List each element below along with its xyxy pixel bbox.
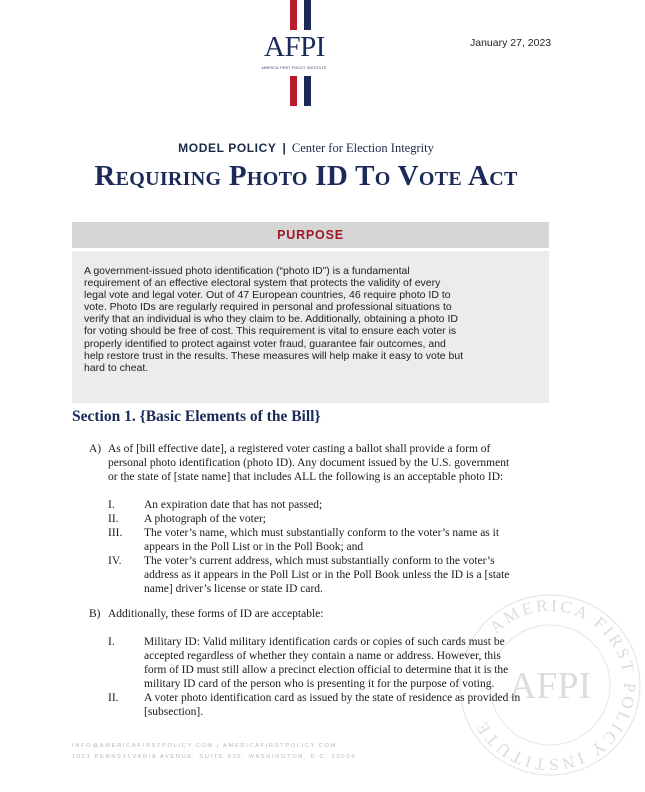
item-a4 [144, 554, 540, 596]
item-b1 [144, 635, 540, 691]
para-line: Additionally, these forms of ID are acceptable: [108, 608, 324, 620]
footer-contact: INFO@AMERICAFIRSTPOLICY.COM | AMERICAFIRSTPOLICY.COM [72, 743, 337, 749]
item-line: An expiration date that has not passed; [144, 499, 323, 511]
para-a-label: A) [89, 443, 102, 455]
logo-stripe-white-top [297, 0, 304, 30]
item-b2-num: II. [108, 692, 119, 704]
item-a2 [144, 512, 540, 526]
item-a3-num: III. [108, 527, 123, 539]
para-line: As of [bill effective date], a registered voter casting a ballot shall provide a form of [108, 443, 491, 455]
purpose-line: requirement of an effective electoral system that protects the validity of every [84, 277, 441, 290]
item-line: form of ID must still allow a precinct election official to determine that it is the [144, 664, 509, 676]
item-line: A voter photo identification card as issued by the state of residence as provided in [144, 692, 521, 704]
purpose-box [72, 251, 549, 403]
purpose-heading: PURPOSE [72, 222, 549, 248]
item-line: Military ID: Valid military identification cards or copies of such cards must be [144, 636, 505, 648]
seal-center-text: AFPI [508, 665, 592, 707]
logo-stripe-red-bottom [290, 76, 297, 106]
section-1-title: Section 1. {Basic Elements of the Bill} [72, 408, 321, 425]
logo-stripe-white-bottom [297, 76, 304, 106]
item-a2-num: II. [108, 513, 119, 525]
center-name: Center for Election Integrity [291, 141, 434, 155]
purpose-line: help restore trust in the results. These measures will help make it easy to vote but [84, 349, 464, 362]
para-b-text [108, 607, 538, 621]
para-line: or the state of [state name] that includes ALL the following is an acceptable photo ID: [108, 471, 504, 483]
document-date: January 27, 2023 [470, 37, 552, 49]
purpose-line: legal vote and legal voter. Out of 47 European countries, 46 require photo ID to [84, 289, 451, 302]
item-a1-num: I. [108, 499, 115, 511]
purpose-line: hard to cheat. [84, 361, 149, 374]
model-policy-label: MODEL POLICY [178, 141, 277, 155]
item-line: [subsection]. [144, 706, 204, 718]
purpose-line: properly identified to protect against voter fraud, guarantee fair outcomes, and [84, 337, 446, 350]
purpose-line: vote. Photo IDs are regularly required in personal and professional situations to [84, 301, 452, 314]
para-line: personal photo identification (photo ID). Any document issued by the U.S. government [108, 457, 510, 469]
item-line: address as it appears in the Poll List or in the Poll Book unless the ID is a [state [144, 569, 510, 581]
para-a-text [108, 442, 538, 484]
item-b1-num: I. [108, 636, 115, 648]
logo-subtext: AMERICA FIRST POLICY INSTITUTE [261, 66, 327, 70]
para-b-label: B) [89, 608, 101, 620]
item-line: The voter’s name, which must substantially conform to the voter’s name as it [144, 527, 500, 539]
kicker-separator: | [282, 141, 286, 155]
item-line: A photograph of the voter; [144, 513, 267, 525]
document-title: Requiring Photo ID To Vote Act [94, 160, 518, 192]
logo-stripe-navy-bottom [304, 76, 311, 106]
item-a4-num: IV. [108, 555, 122, 567]
logo-stripe-red-top [290, 0, 297, 30]
logo-stripe-navy-top [304, 0, 311, 30]
footer-address: 1001 PENNSYLVANIA AVENUE, SUITE 530, WASHINGTON, D.C. 20004 [72, 754, 356, 760]
item-line: appears in the Poll List or in the Poll Book; and [144, 541, 364, 553]
logo-wordmark: AFPI [264, 31, 325, 63]
item-line: name] driver’s license or state ID card. [144, 583, 323, 595]
item-a1 [144, 498, 540, 512]
item-a3 [144, 526, 540, 554]
seal-ring-text: AMERICA FIRST POLICY INSTITUTE [470, 595, 640, 775]
item-b2 [144, 691, 540, 719]
item-line: military ID card of the person who is presenting it for the purpose of voting. [144, 678, 495, 690]
afpi-logo [260, 0, 327, 106]
item-line: accepted regardless of whether they contain a name or address. However, this [144, 650, 501, 662]
policy-kicker [0, 141, 612, 156]
item-line: The voter’s current address, which must substantially conform to the voter’s [144, 555, 495, 567]
purpose-line: verify that an individual is who they claim to be. Additionally, obtaining a photo ID [84, 313, 458, 326]
purpose-line: A government-issued photo identification (“photo ID”) is a fundamental [84, 265, 410, 277]
purpose-line: for voting should be free of cost. This requirement is vital to ensure each voter is [84, 325, 457, 338]
page-footer [72, 741, 356, 763]
